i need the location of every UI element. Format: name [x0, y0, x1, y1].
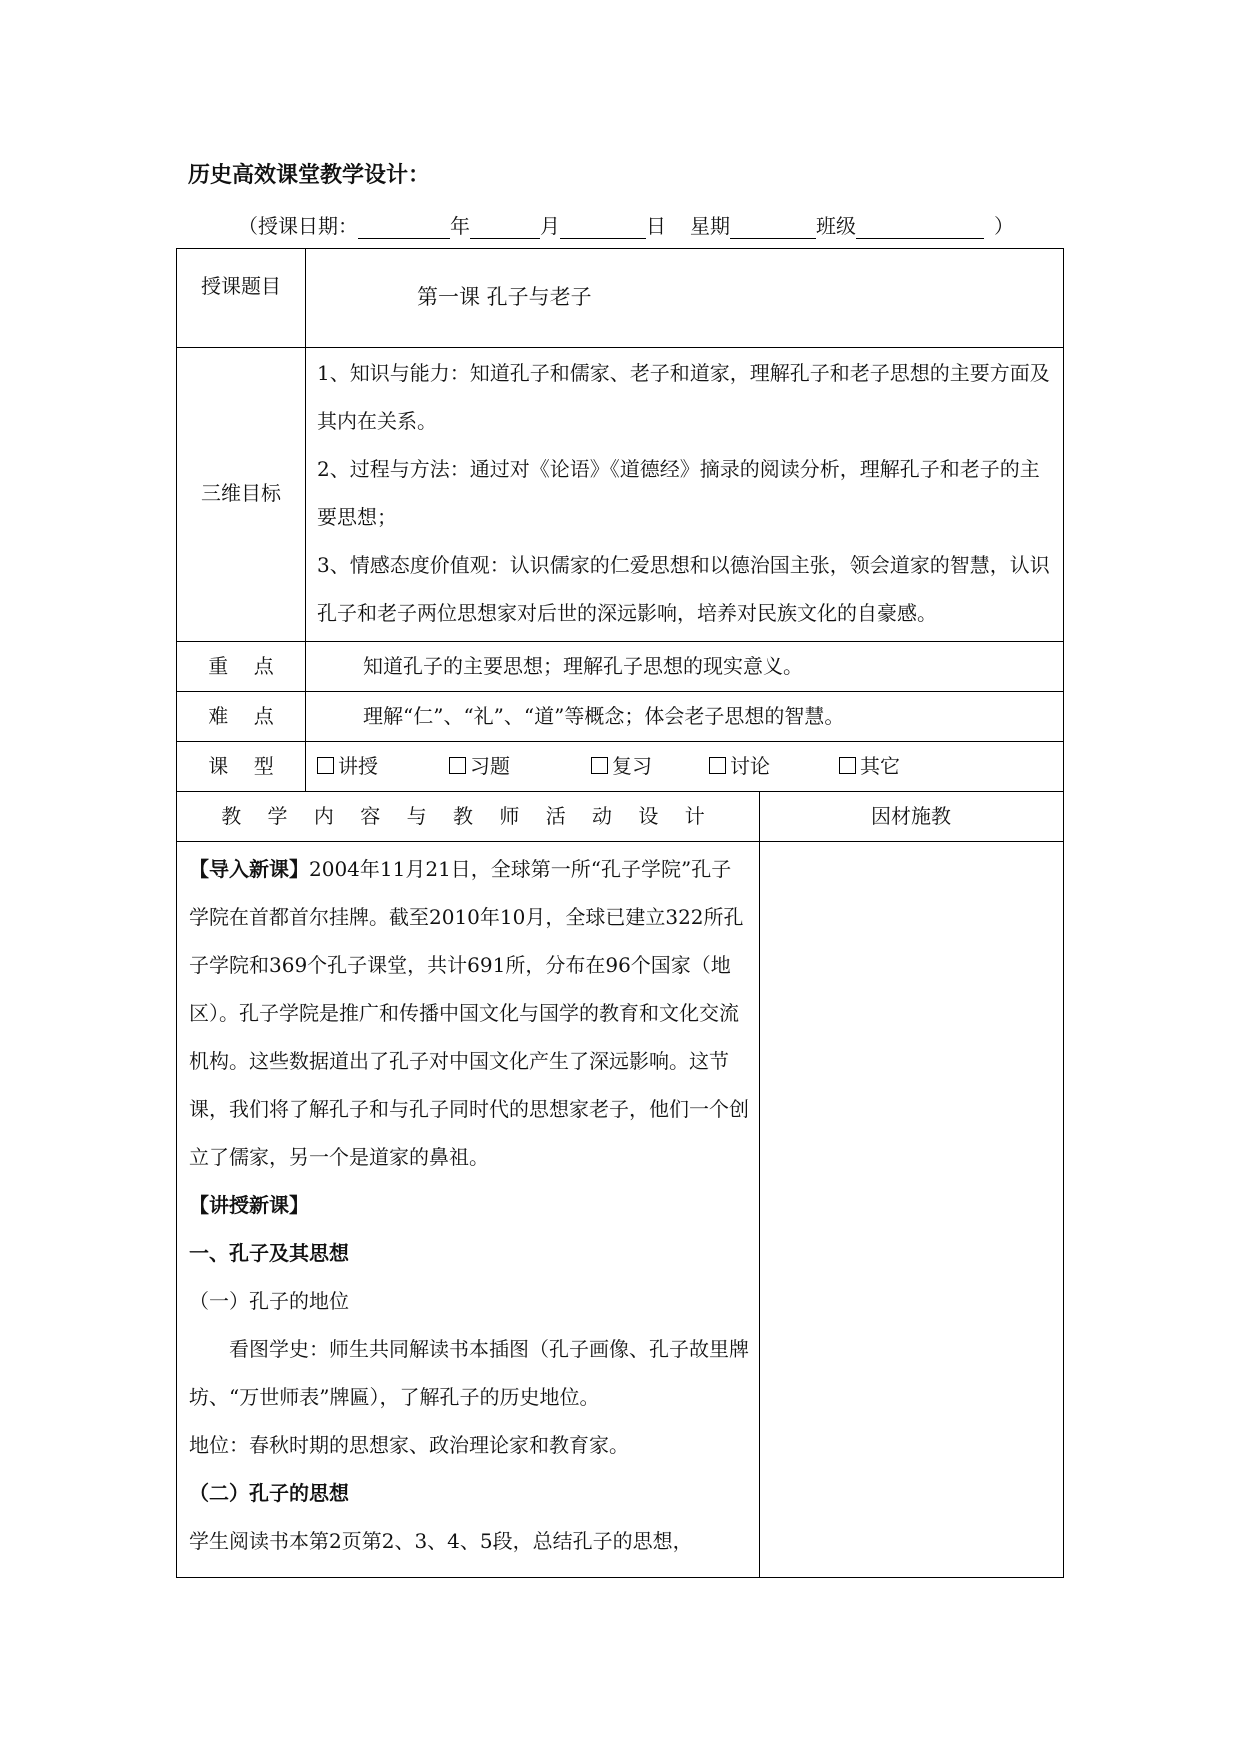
goals-label: 三维目标 [201, 481, 281, 505]
checkbox-icon[interactable] [839, 757, 856, 774]
intro-label: 【导入新课】 [189, 857, 309, 881]
type-option-other[interactable] [839, 754, 900, 779]
status-text: 地位：春秋时期的思想家、政治理论家和教育家。 [189, 1433, 629, 1457]
key-label: 重 点 [208, 654, 274, 678]
month-label: 月 [540, 214, 560, 238]
key-value: 知道孔子的主要思想；理解孔子思想的现实意义。 [363, 654, 803, 678]
type-option-label: 复习 [612, 754, 652, 778]
row-divider [177, 347, 1063, 348]
topic-value: 第一课 孔子与老子 [417, 285, 592, 309]
row-divider [177, 691, 1063, 692]
type-option-lecture[interactable] [317, 754, 378, 779]
lecture-label: 【讲授新课】 [189, 1193, 309, 1217]
goal-process: 2、过程与方法：通过对《论语》《道德经》摘录的阅读分析，理解孔子和老子的主要思想； [317, 457, 1040, 529]
content-body [189, 845, 749, 1565]
goals-list [317, 349, 1055, 637]
type-options [317, 754, 1057, 779]
column-divider [759, 791, 760, 1577]
subsection-text: 看图学史：师生共同解读书本插图（孔子画像、孔子故里牌坊、“万世师表”牌匾），了解孔子的历史地位。 [189, 1337, 749, 1409]
goal-knowledge: 1、知识与能力：知道孔子和儒家、老子和道家，理解孔子和老子思想的主要方面及其内在关系。 [317, 361, 1050, 433]
month-blank[interactable] [470, 216, 540, 239]
type-option-label: 讨论 [730, 754, 770, 778]
class-label: 班级 [816, 214, 856, 238]
year-blank[interactable] [358, 216, 450, 239]
date-open: （授课日期： [238, 214, 358, 238]
weekday-label: 星期 [690, 214, 730, 238]
side-header: 因材施教 [871, 804, 951, 828]
checkbox-icon[interactable] [709, 757, 726, 774]
subsection-heading: （一）孔子的地位 [189, 1289, 349, 1313]
side-notes [769, 845, 1053, 1565]
date-line [238, 210, 1014, 239]
row-divider [177, 841, 1063, 842]
date-close: ） [994, 214, 1014, 238]
subsection-heading: （二）孔子的思想 [189, 1481, 349, 1505]
type-label: 课 型 [208, 754, 274, 778]
difficulty-label: 难 点 [208, 704, 274, 728]
intro-paragraph [189, 845, 749, 1181]
row-divider [177, 641, 1063, 642]
type-option-label: 讲授 [338, 754, 378, 778]
page-title: 历史高效课堂教学设计： [188, 163, 431, 188]
type-option-review[interactable] [591, 754, 652, 779]
weekday-blank[interactable] [730, 216, 816, 239]
lesson-table [176, 248, 1064, 1578]
day-blank[interactable] [560, 216, 646, 239]
section-heading: 一、孔子及其思想 [189, 1241, 349, 1265]
content-header: 教 学 内 容 与 教 师 活 动 设 计 [221, 804, 715, 828]
subsection-text: 学生阅读书本第2页第2、3、4、5段，总结孔子的思想， [189, 1529, 693, 1553]
checkbox-icon[interactable] [591, 757, 608, 774]
type-option-discussion[interactable] [709, 754, 770, 779]
difficulty-value: 理解“仁”、“礼”、“道”等概念；体会老子思想的智慧。 [363, 704, 845, 728]
row-divider [177, 791, 1063, 792]
type-option-label: 习题 [470, 754, 510, 778]
checkbox-icon[interactable] [317, 757, 334, 774]
column-divider [305, 249, 306, 791]
day-label: 日 [646, 214, 666, 238]
year-label: 年 [450, 214, 470, 238]
type-option-label: 其它 [860, 754, 900, 778]
topic-label: 授课题目 [201, 274, 281, 298]
goal-attitude: 3、情感态度价值观：认识儒家的仁爱思想和以德治国主张，领会道家的智慧，认识孔子和老子两位思想家对后世的深远影响，培养对民族文化的自豪感。 [317, 553, 1050, 625]
type-option-exercise[interactable] [449, 754, 510, 779]
class-blank[interactable] [856, 216, 984, 239]
intro-text: 2004年11月21日，全球第一所“孔子学院”孔子学院在首都首尔挂牌。截至2010年10月，全球已建立322所孔子学院和369个孔子课堂，共计691所，分布在96个国家（地区）。孔子学院是推广和传播中国文化与国学的教育和文化交流机构。这些数据道出了孔子对中国文化产生了深远影响。这节课，我们将了解孔子和与孔子同时代的思想家老子，他们一个创立了儒家，另一个是道家的鼻祖。 [189, 857, 749, 1169]
checkbox-icon[interactable] [449, 757, 466, 774]
row-divider [177, 741, 1063, 742]
